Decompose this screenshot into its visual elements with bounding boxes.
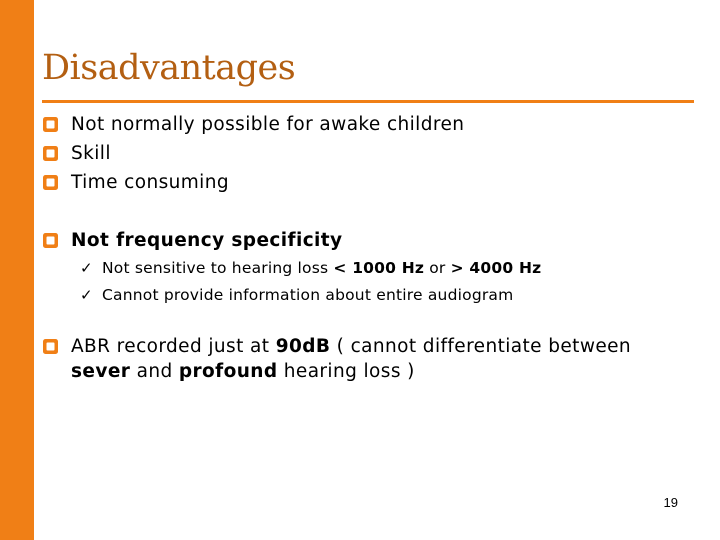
bullet-item-skill <box>42 139 692 168</box>
title-underline <box>42 100 694 103</box>
square-q-bullet-icon <box>42 232 59 249</box>
sub-item-frequency-range <box>78 255 692 282</box>
slide-title: Disadvantages <box>42 48 296 88</box>
side-accent-bar <box>0 0 34 540</box>
square-q-bullet-icon <box>42 116 59 133</box>
term-sever: sever <box>71 361 131 382</box>
bullet-item-frequency-specificity <box>42 226 692 309</box>
term-profound: profound <box>178 361 278 382</box>
bullet-text: Not frequency specificity <box>71 230 343 251</box>
bullet-item-time-consuming <box>42 168 692 197</box>
sub-item-text: Cannot provide information about entire audiogram <box>102 286 514 304</box>
sub-item-text: Not sensitive to hearing loss <box>102 259 334 277</box>
checkmark-icon: ✓ <box>80 286 93 304</box>
page-number: 19 <box>663 495 678 510</box>
bullet-text: hearing loss ) <box>277 361 415 382</box>
bullet-text: Time consuming <box>71 172 229 193</box>
frequency-high: > 4000 Hz <box>450 259 542 277</box>
square-q-bullet-icon <box>42 145 59 162</box>
checkmark-icon: ✓ <box>80 259 93 277</box>
level-value: 90dB <box>275 336 331 357</box>
bullet-text: Skill <box>71 143 111 164</box>
sub-bullet-list <box>71 255 692 309</box>
sub-item-audiogram <box>78 282 692 309</box>
square-q-bullet-icon <box>42 338 59 355</box>
bullet-text: Not normally possible for awake children <box>71 114 465 135</box>
bullet-text: and <box>130 361 179 382</box>
sub-item-text: or <box>424 259 451 277</box>
bullet-item-abr-90db <box>42 334 692 384</box>
bullet-item-awake-children <box>42 110 692 139</box>
bullet-text: ( cannot differentiate between <box>330 336 632 357</box>
square-q-bullet-icon <box>42 174 59 191</box>
bullet-list <box>42 110 692 384</box>
frequency-low: < 1000 Hz <box>333 259 425 277</box>
bullet-text: ABR recorded just at <box>71 336 276 357</box>
